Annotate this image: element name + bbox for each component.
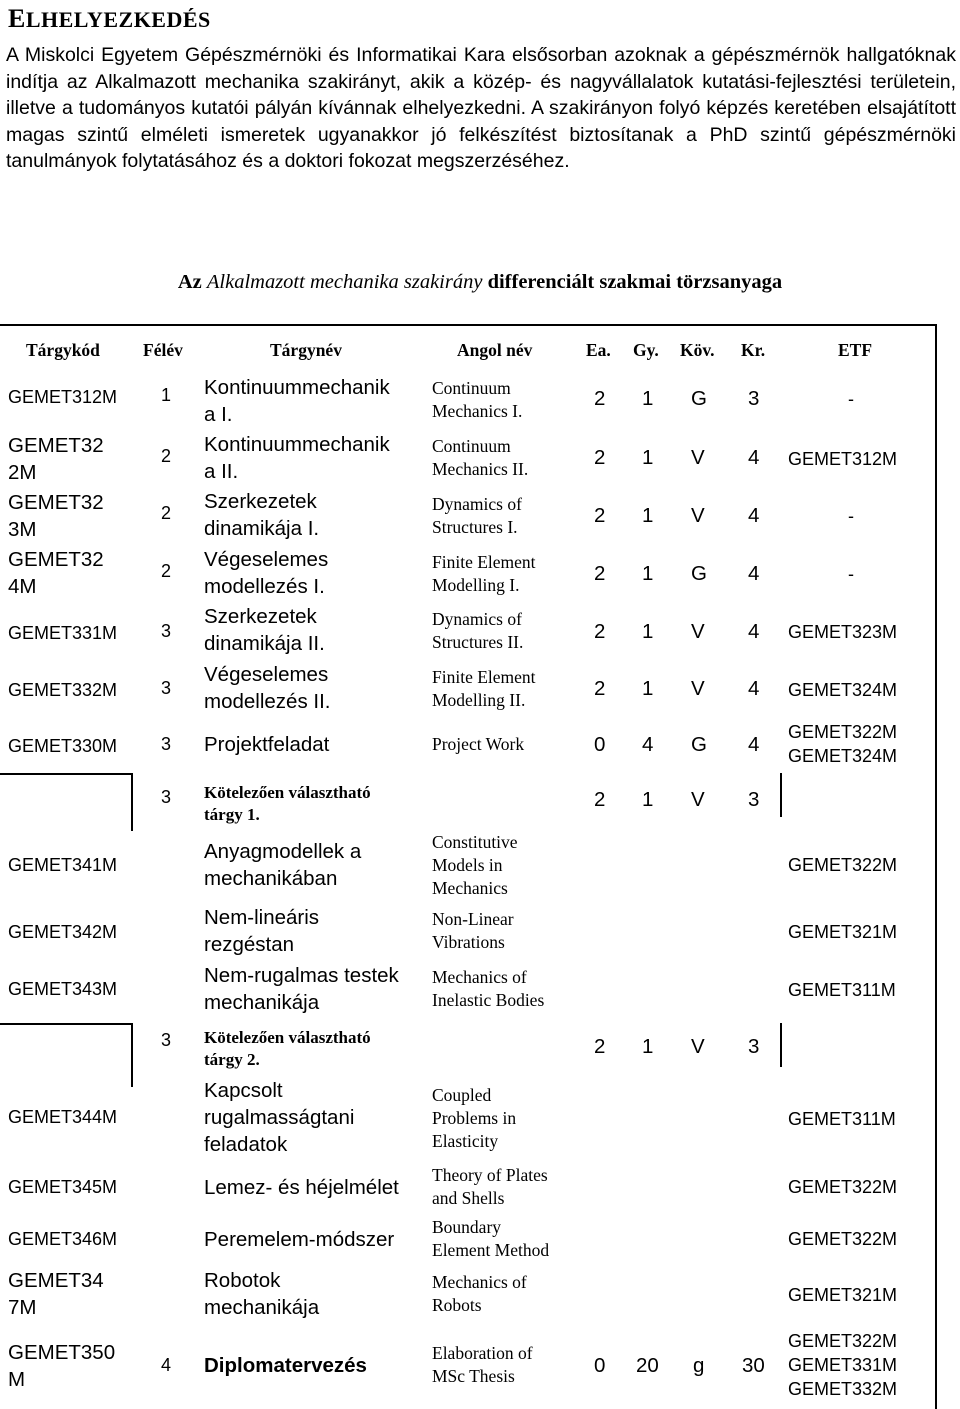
elective2-kov: V: [691, 1035, 705, 1058]
header-targynev: Tárgynév: [270, 340, 342, 360]
table-row-code: GEMET344M: [8, 1107, 118, 1127]
table-row-english: Continuum Mechanics II.: [432, 436, 529, 479]
table-row-name: Szerkezetek dinamikája II.: [204, 605, 325, 655]
table-row-etf: GEMET322M: [788, 855, 898, 875]
table-row-etf: GEMET324M: [788, 680, 898, 700]
table-row-english: Finite Element Modelling I.: [432, 552, 536, 595]
table-row-code: GEMET32 3M: [8, 491, 104, 541]
table-row-code: GEMET332M: [8, 680, 118, 700]
table-row-gy: 1: [642, 562, 654, 585]
table-row-english: Finite Element Modelling II.: [432, 667, 536, 710]
table-row-etf: GEMET322M: [788, 1177, 898, 1197]
section-title-suffix: differenciált szakmai törzsanyaga: [487, 271, 783, 293]
elective1-kr: 3: [748, 788, 760, 811]
table-row-english: Project Work: [432, 734, 525, 754]
table-row-semester: 3: [161, 621, 172, 641]
table-row-name: Végeselemes modellezés I.: [204, 548, 329, 598]
header-felev: Félév: [143, 340, 183, 360]
table-row-code: GEMET32 2M: [8, 434, 104, 484]
section-title-italic: Alkalmazott mechanika szakirány: [206, 271, 483, 293]
table-row-etf: GEMET323M: [788, 622, 898, 642]
table-row-ea: 2: [594, 620, 606, 643]
section-title-prefix: Az: [177, 271, 202, 293]
table-row-semester: 3: [161, 734, 172, 754]
section-title: [0, 271, 960, 294]
elective2-ea: 2: [594, 1035, 606, 1058]
table-row-kr: 4: [748, 677, 760, 700]
header-ea: Ea.: [586, 340, 611, 360]
table-row-kr: 30: [742, 1354, 765, 1377]
table-right-border: [935, 324, 937, 1409]
table-row-english: Coupled Problems in Elasticity: [432, 1085, 517, 1151]
table-row-kr: 4: [748, 446, 760, 469]
table-row-name: Peremelem-módszer: [204, 1228, 395, 1251]
elective1-code-border: [131, 773, 133, 831]
table-row-etf: GEMET321M: [788, 922, 898, 942]
intro-paragraph: A Miskolci Egyetem Gépészmérnöki és Informatikai Kara elsősorban azoknak a gépészmérnök hallgatóknak indítja az Alkalmazott mechanika szakirányt, akik a közép- és nagyvállalatok kutatási-fejlesztési területein, illetve a tudományos kutatói pályán kívánnak elhelyezkedni. A szakirányon folyó képzés keretében elsajátított magas szintű elméleti ismeretek ugyanakkor jó felkészítést biztosítanak a PhD szintű gépészmérnöki tanulmányok folytatásához és a doktori fokozat megszerzéséhez.: [6, 44, 956, 173]
table-row-name: Robotok mechanikája: [204, 1269, 320, 1319]
elective1-ea: 2: [594, 788, 606, 811]
table-row-name: Nem-lineáris rezgéstan: [204, 906, 320, 956]
table-row-kr: 4: [748, 504, 760, 527]
table-row-kov: V: [691, 504, 705, 527]
table-row-kov: V: [691, 620, 705, 643]
table-row-etf: GEMET322M GEMET324M: [788, 722, 898, 766]
table-row-etf: GEMET311M: [788, 1109, 896, 1129]
table-row-name: Végeselemes modellezés II.: [204, 663, 331, 713]
table-row-etf: -: [848, 506, 854, 526]
table-row-english: Constitutive Models in Mechanics: [432, 832, 518, 898]
table-row-name: Anyagmodellek a mechanikában: [204, 840, 362, 890]
table-row-code: GEMET330M: [8, 736, 118, 756]
table-row-etf: GEMET312M: [788, 449, 898, 469]
table-row-english: Dynamics of Structures II.: [432, 609, 524, 652]
table-row-english: Mechanics of Inelastic Bodies: [432, 967, 545, 1010]
table-row-etf: GEMET322M GEMET331M GEMET332M: [788, 1331, 898, 1399]
elective1-semester: 3: [161, 787, 172, 807]
heading-rest: LHELYEZKEDÉS: [25, 7, 211, 32]
elective2-title: Kötelezően választható tárgy 2.: [204, 1028, 371, 1069]
table-row-ea: 2: [594, 677, 606, 700]
table-row-code: GEMET343M: [8, 979, 118, 999]
header-kr: Kr.: [741, 340, 766, 360]
table-row-kov: G: [691, 387, 707, 410]
table-row-etf: -: [848, 389, 854, 409]
table-row-ea: 2: [594, 562, 606, 585]
table-row-gy: 1: [642, 504, 654, 527]
table-row-name: Kontinuummechanik a I.: [204, 376, 390, 426]
table-row-gy: 20: [636, 1354, 659, 1377]
table-row-kr: 4: [748, 733, 760, 756]
table-row-kr: 3: [748, 387, 760, 410]
table-row-ea: 2: [594, 387, 606, 410]
table-row-code: GEMET34 7M: [8, 1269, 104, 1319]
table-row-english: Non-Linear Vibrations: [432, 909, 514, 952]
table-row-ea: 0: [594, 733, 606, 756]
table-row-code: GEMET312M: [8, 387, 118, 407]
table-row-code: GEMET346M: [8, 1229, 118, 1249]
table-row-semester: 4: [161, 1355, 172, 1375]
table-row-kr: 4: [748, 562, 760, 585]
table-row-english: Dynamics of Structures I.: [432, 494, 522, 537]
header-angol-nev: Angol név: [457, 340, 533, 360]
header-kov: Köv.: [680, 340, 715, 360]
table-row-code: GEMET350 M: [8, 1341, 116, 1391]
table-row-gy: 1: [642, 387, 654, 410]
table-row-kov: V: [691, 677, 705, 700]
table-row-name: Projektfeladat: [204, 733, 330, 756]
table-row-name: Kapcsolt rugalmasságtani feladatok: [204, 1079, 355, 1156]
table-row-english: Boundary Element Method: [432, 1217, 550, 1260]
table-row-name: Kontinuummechanik a II.: [204, 433, 390, 483]
header-etf: ETF: [838, 340, 873, 360]
elective2-divider: [0, 1023, 133, 1025]
elective1-kov: V: [691, 788, 705, 811]
table-row-name: Nem-rugalmas testek mechanikája: [204, 964, 399, 1014]
table-row-semester: 1: [161, 385, 172, 405]
table-row-gy: 1: [642, 677, 654, 700]
table-row-kr: 4: [748, 620, 760, 643]
elective1-title: Kötelezően választható tárgy 1.: [204, 783, 371, 824]
table-row-english: Theory of Plates and Shells: [432, 1165, 548, 1208]
table-row-semester: 2: [161, 561, 172, 581]
table-row-code: GEMET341M: [8, 855, 118, 875]
table-row-code: GEMET331M: [8, 623, 118, 643]
table-row-gy: 1: [642, 446, 654, 469]
table-row-ea: 2: [594, 446, 606, 469]
table-row-code: GEMET32 4M: [8, 548, 104, 598]
table-row-kov: G: [691, 562, 707, 585]
table-row-code: GEMET345M: [8, 1177, 118, 1197]
table-row-name: Lemez- és héjelmélet: [204, 1176, 399, 1199]
table-row-semester: 2: [161, 446, 172, 466]
table-row-ea: 0: [594, 1354, 606, 1377]
page-heading: [8, 4, 211, 34]
elective2-gy: 1: [642, 1035, 654, 1058]
table-row-kov: G: [691, 733, 707, 756]
elective2-kr: 3: [748, 1035, 760, 1058]
table-row-english: Continuum Mechanics I.: [432, 378, 523, 421]
elective1-gy: 1: [642, 788, 654, 811]
table-row-name: Diplomatervezés: [204, 1354, 367, 1377]
table-row-gy: 1: [642, 620, 654, 643]
elective2-code-border: [131, 1023, 133, 1087]
table-row-kov: V: [691, 446, 705, 469]
elective1-divider: [0, 773, 133, 775]
table-row-ea: 2: [594, 504, 606, 527]
table-row-english: Mechanics of Robots: [432, 1272, 527, 1315]
table-row-semester: 2: [161, 503, 172, 523]
table-row-etf: GEMET321M: [788, 1285, 898, 1305]
table-row-name: Szerkezetek dinamikája I.: [204, 490, 320, 540]
table-row-english: Elaboration of MSc Thesis: [432, 1343, 533, 1386]
elective1-etf-border: [780, 773, 782, 817]
header-targykod: Tárgykód: [26, 340, 100, 360]
table-row-etf: -: [848, 564, 854, 584]
table-row-kov: g: [693, 1354, 705, 1377]
table-row-etf: GEMET311M: [788, 980, 896, 1000]
table-row-semester: 3: [161, 678, 172, 698]
table-row-etf: GEMET322M: [788, 1229, 898, 1249]
table-row-code: GEMET342M: [8, 922, 118, 942]
header-gy: Gy.: [633, 340, 659, 360]
elective2-semester: 3: [161, 1030, 172, 1050]
table-row-gy: 4: [642, 733, 654, 756]
heading-initial: E: [8, 4, 26, 33]
elective2-etf-border: [780, 1023, 782, 1067]
table-top-border: [0, 324, 937, 326]
